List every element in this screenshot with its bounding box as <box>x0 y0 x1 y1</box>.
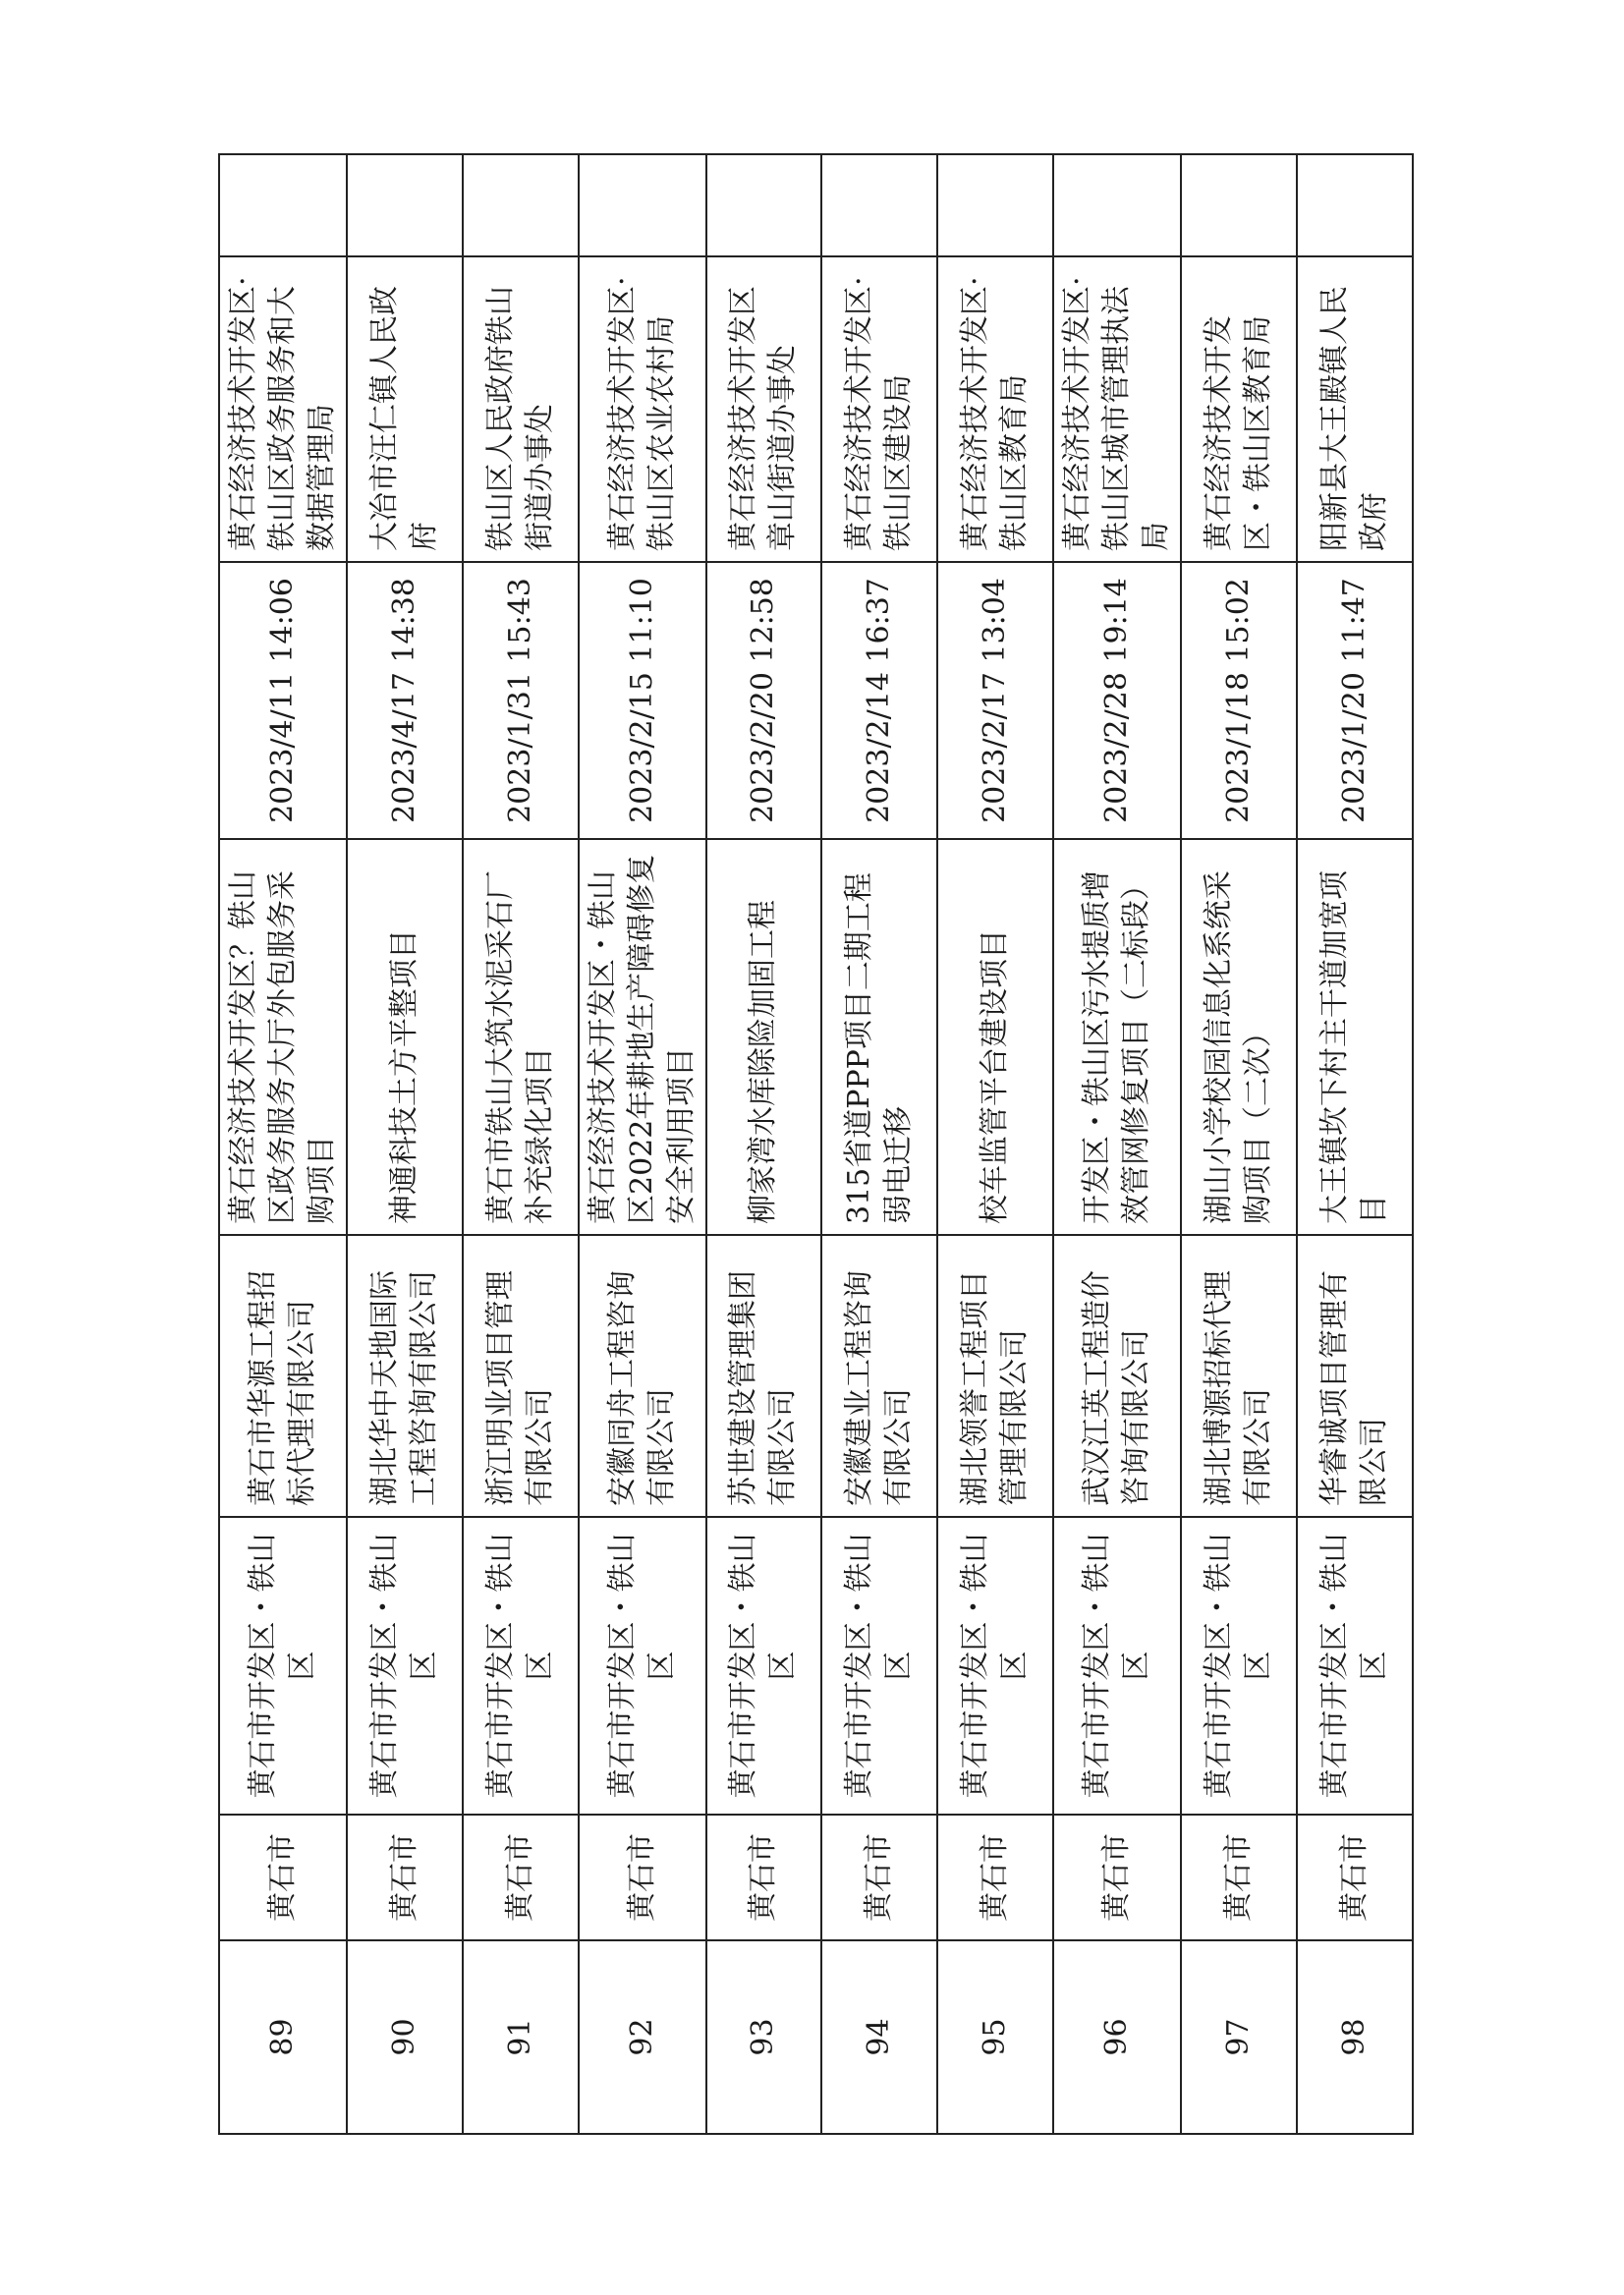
owner-unit-cell: 黄石经济技术开发区・铁山区教育局 <box>1181 256 1297 562</box>
district-cell: 黄石市开发区・铁山区 <box>1053 1517 1181 1815</box>
project-name-cell: 柳家湾水库除险加固工程 <box>706 839 822 1235</box>
table-row <box>1181 154 1297 2134</box>
district-cell: 黄石市开发区・铁山区 <box>579 1517 706 1815</box>
agency-cell: 浙江明业项目管理有限公司 <box>463 1235 579 1517</box>
project-name-cell: 315省道PPP项目二期工程弱电迁移 <box>821 839 937 1235</box>
note-cell <box>706 154 822 256</box>
owner-unit-cell: 黄石经济技术开发区·铁山区农业农村局 <box>579 256 706 562</box>
rotated-table-wrapper <box>218 155 1391 2135</box>
row-number: 96 <box>1053 1940 1181 2134</box>
row-number: 93 <box>706 1940 822 2134</box>
date-cell: 2023/2/15 11:10 <box>579 562 706 839</box>
date-cell: 2023/1/31 15:43 <box>463 562 579 839</box>
note-cell <box>937 154 1053 256</box>
note-cell <box>347 154 463 256</box>
agency-cell: 湖北领誉工程项目管理有限公司 <box>937 1235 1053 1517</box>
agency-cell: 湖北博源招标代理有限公司 <box>1181 1235 1297 1517</box>
district-cell: 黄石市开发区・铁山区 <box>1297 1517 1413 1815</box>
date-cell: 2023/1/18 15:02 <box>1181 562 1297 839</box>
city-cell: 黄石市 <box>937 1815 1053 1940</box>
table-row <box>1053 154 1181 2134</box>
district-cell: 黄石市开发区・铁山区 <box>706 1517 822 1815</box>
owner-unit-cell: 黄石经济技术开发区·铁山区城市管理执法局 <box>1053 256 1181 562</box>
table-row <box>579 154 706 2134</box>
project-name-cell: 黄石经济技术开发区？铁山区政务服务大厅外包服务采购项目 <box>219 839 347 1235</box>
agency-cell: 湖北华中天地国际工程咨询有限公司 <box>347 1235 463 1517</box>
date-cell: 2023/4/17 14:38 <box>347 562 463 839</box>
row-number: 95 <box>937 1940 1053 2134</box>
owner-unit-cell: 大冶市汪仁镇人民政府 <box>347 256 463 562</box>
district-cell: 黄石市开发区・铁山区 <box>347 1517 463 1815</box>
city-cell: 黄石市 <box>706 1815 822 1940</box>
city-cell: 黄石市 <box>347 1815 463 1940</box>
agency-cell: 黄石市华源工程招标代理有限公司 <box>219 1235 347 1517</box>
project-name-cell: 湖山小学校园信息化系统采购项目（二次） <box>1181 839 1297 1235</box>
row-number: 97 <box>1181 1940 1297 2134</box>
date-cell: 2023/2/14 16:37 <box>821 562 937 839</box>
city-cell: 黄石市 <box>579 1815 706 1940</box>
agency-cell: 安徽建业工程咨询有限公司 <box>821 1235 937 1517</box>
agency-cell: 华睿诚项目管理有限公司 <box>1297 1235 1413 1517</box>
note-cell <box>821 154 937 256</box>
city-cell: 黄石市 <box>1297 1815 1413 1940</box>
table-row <box>1297 154 1413 2134</box>
table-row <box>821 154 937 2134</box>
row-number: 92 <box>579 1940 706 2134</box>
row-number: 94 <box>821 1940 937 2134</box>
tender-records-table <box>218 153 1414 2135</box>
note-cell <box>579 154 706 256</box>
district-cell: 黄石市开发区・铁山区 <box>463 1517 579 1815</box>
date-cell: 2023/2/20 12:58 <box>706 562 822 839</box>
owner-unit-cell: 黄石经济技术开发区·铁山区教育局 <box>937 256 1053 562</box>
city-cell: 黄石市 <box>463 1815 579 1940</box>
owner-unit-cell: 阳新县大王殿镇人民政府 <box>1297 256 1413 562</box>
project-name-cell: 黄石经济技术开发区・铁山区2022年耕地生产障碍修复安全利用项目 <box>579 839 706 1235</box>
project-name-cell: 开发区・铁山区污水提质增效管网修复项目（二标段） <box>1053 839 1181 1235</box>
district-cell: 黄石市开发区・铁山区 <box>821 1517 937 1815</box>
note-cell <box>1181 154 1297 256</box>
district-cell: 黄石市开发区・铁山区 <box>937 1517 1053 1815</box>
project-name-cell: 黄石市铁山大筑水泥采石厂补充绿化项目 <box>463 839 579 1235</box>
owner-unit-cell: 黄石经济技术开发区·铁山区政务服务和大数据管理局 <box>219 256 347 562</box>
owner-unit-cell: 铁山区人民政府铁山街道办事处 <box>463 256 579 562</box>
city-cell: 黄石市 <box>1053 1815 1181 1940</box>
table-row <box>463 154 579 2134</box>
note-cell <box>1297 154 1413 256</box>
date-cell: 2023/2/17 13:04 <box>937 562 1053 839</box>
agency-cell: 武汉江英工程造价咨询有限公司 <box>1053 1235 1181 1517</box>
city-cell: 黄石市 <box>1181 1815 1297 1940</box>
district-cell: 黄石市开发区・铁山区 <box>1181 1517 1297 1815</box>
row-number: 90 <box>347 1940 463 2134</box>
table-row <box>706 154 822 2134</box>
row-number: 89 <box>219 1940 347 2134</box>
table-row <box>219 154 347 2134</box>
agency-cell: 安徽同舟工程咨询有限公司 <box>579 1235 706 1517</box>
district-cell: 黄石市开发区・铁山区 <box>219 1517 347 1815</box>
project-name-cell: 神通科技土方平整项目 <box>347 839 463 1235</box>
note-cell <box>463 154 579 256</box>
owner-unit-cell: 黄石经济技术开发区章山街道办事处 <box>706 256 822 562</box>
project-name-cell: 校车监管平台建设项目 <box>937 839 1053 1235</box>
agency-cell: 苏世建设管理集团有限公司 <box>706 1235 822 1517</box>
row-number: 98 <box>1297 1940 1413 2134</box>
note-cell <box>219 154 347 256</box>
table-body <box>219 154 1413 2134</box>
row-number: 91 <box>463 1940 579 2134</box>
project-name-cell: 大王镇坎下村主干道加宽项目 <box>1297 839 1413 1235</box>
owner-unit-cell: 黄石经济技术开发区·铁山区建设局 <box>821 256 937 562</box>
note-cell <box>1053 154 1181 256</box>
table-row <box>937 154 1053 2134</box>
date-cell: 2023/1/20 11:47 <box>1297 562 1413 839</box>
city-cell: 黄石市 <box>821 1815 937 1940</box>
date-cell: 2023/4/11 14:06 <box>219 562 347 839</box>
table-row <box>347 154 463 2134</box>
date-cell: 2023/2/28 19:14 <box>1053 562 1181 839</box>
city-cell: 黄石市 <box>219 1815 347 1940</box>
